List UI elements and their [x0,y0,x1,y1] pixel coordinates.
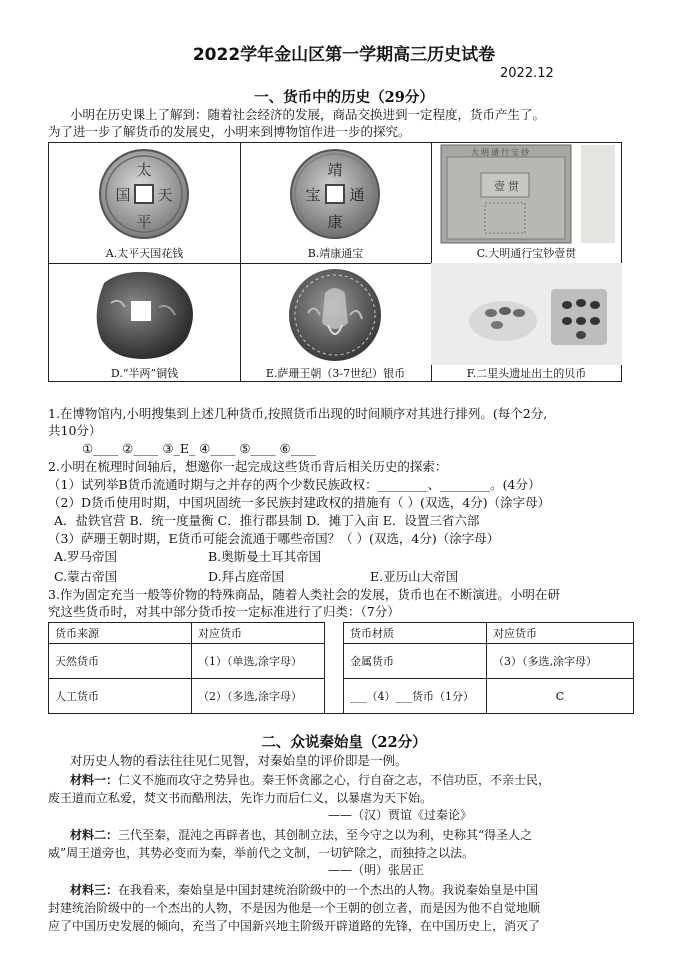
table-cell-artificial: 人工货币 [49,679,192,714]
svg-text:康: 康 [327,213,343,231]
currency-classification-table [48,622,634,714]
material3-line2: 封建统治阶级中的一个杰出的人物，不是因为他是一个王朝的创立者，而是因为他不自觉地顺 [48,901,541,915]
banliang-coin-image [49,263,240,365]
caption-a: A.太平天国花钱 [105,247,184,260]
currency-image-grid [48,142,622,382]
currency-card-e [240,263,431,383]
q2-sub3-option-d[interactable]: D.拜占庭帝国 [208,569,285,584]
q2-sub1[interactable]: （1）试列举B货币流通时期与之并存的两个少数民族政权：________、________。(4分） [48,477,541,492]
svg-text:行: 行 [501,148,509,157]
table-cell-blank-2[interactable]: （2）（多选,涂字母） [192,679,325,714]
exam-date: 2022.12 [500,66,554,81]
svg-text:壹: 壹 [494,180,505,193]
q3-line2: 究这些货币时，对其中部分货币按一定标准进行了归类：（7分） [48,604,400,619]
paper-note-image [431,143,622,245]
svg-text:天: 天 [157,186,173,204]
caption-c: C.大明通行宝钞壹贯 [476,247,577,260]
q1-answer-blanks[interactable]: ①____ ②____ ③_E_ ④____ ⑤____ ⑥____ [82,441,316,456]
svg-text:明: 明 [481,148,489,157]
taiping-coin-image [49,143,240,245]
q2-sub3[interactable]: （3）萨珊王朝时期，E货币可能会流通于哪些帝国？（ ）(双选，4分)（涂字母） [48,531,500,546]
svg-text:靖: 靖 [327,161,343,179]
material2-line1: 材料二：三代至秦，混沌之再辟者也，其创制立法，至今守之以为利，史称其“得圣人之 [70,828,533,842]
section2-intro: 对历史人物的看法往往见仁见智，对秦始皇的评价即是一例。 [70,753,408,768]
svg-text:贯: 贯 [508,180,519,193]
currency-card-f [431,263,622,383]
material2-source: ——（明）张居正 [328,863,425,877]
jingkang-coin-image [240,143,431,245]
currency-card-a [49,143,240,263]
svg-text:太: 太 [136,161,152,179]
material2-line2: 威”周王道旁也，其势必变而为秦，举前代之文制，一切铲除之，而独持之以法。 [48,846,475,860]
table-header-currency-2: 对应货币 [487,623,634,644]
currency-card-d [49,263,240,383]
q1-line2: 共10分） [48,423,102,438]
table-cell-blank-1[interactable]: （1）（单选,涂字母） [192,644,325,679]
table-cell-natural: 天然货币 [49,644,192,679]
table-cell-metal: 金属货币 [344,644,487,679]
table-cell-answer-c: C [487,679,634,714]
caption-d: D.“半两”铜钱 [110,367,179,380]
svg-text:钞: 钞 [521,148,529,157]
material1-line1: 材料一：仁义不施而攻守之势异也。秦王怀贪鄙之心，行自奋之志，不信功臣，不亲士民， [70,773,551,787]
q2-stem: 2.小明在梳理时间轴后，想邀你一起完成这些货币背后相关历史的探索： [48,459,448,474]
q3-line1: 3.作为固定充当一般等价物的特殊商品，随着人类社会的发展，货币也在不断演进。小明在研 [48,587,560,602]
svg-text:平: 平 [136,213,152,231]
table-header-currency-1: 对应货币 [192,623,325,644]
svg-text:宝: 宝 [305,186,321,204]
currency-card-b [240,143,431,263]
sasanian-coin-image [240,263,431,365]
section1-heading: 一、货币中的历史（29分） [254,89,434,106]
exam-title: 2022学年金山区第一学期高三历史试卷 [192,45,496,65]
section1-intro-line1: 小明在历史课上了解到：随着社会经济的发展，商品交换进到一定程度，货币产生了。 [70,107,546,122]
q1-line1: 1.在博物馆内,小明搜集到上述几种货币,按照货币出现的时间顺序对其进行排列。(每个2分, [48,406,548,421]
table-cell-blank-3[interactable]: （3）（多选,涂字母） [487,644,634,679]
svg-text:通: 通 [349,186,365,204]
section2-heading: 二、众说秦始皇（22分） [261,734,427,751]
q2-sub3-option-b[interactable]: B.奥斯曼土耳其帝国 [208,549,322,564]
q2-sub2[interactable]: （2）D货币使用时期，中国巩固统一多民族封建政权的措施有（ ）(双选，4分)（涂字母） [48,495,551,510]
caption-f: F.二里头遗址出土的贝币 [466,367,587,380]
caption-b: B.靖康通宝 [307,247,364,260]
q2-sub3-option-c[interactable]: C.蒙古帝国 [54,569,118,584]
q2-sub3-option-e[interactable]: E.亚历山大帝国 [370,569,459,584]
svg-text:宝: 宝 [511,148,519,157]
table-cell-blank-4[interactable]: ___（4）___货币（1分） [344,679,487,714]
material3-line3: 应了中国历史发展的倾向，充当了中国新兴地主阶级开辟道路的先锋，在中国历史上，消灭了 [48,919,541,933]
table-header-source: 货币来源 [49,623,192,644]
table-header-material: 货币材质 [344,623,487,644]
svg-text:大: 大 [471,148,479,157]
svg-text:通: 通 [491,148,499,157]
currency-card-c [431,143,622,263]
material1-line2: 废王道而立私爱，焚文书而酷刑法，先诈力而后仁义，以暴虐为天下始。 [48,791,433,805]
material1-source: ——（汉）贾谊《过秦论》 [328,808,473,822]
svg-text:国: 国 [115,186,131,204]
q2-sub3-option-a[interactable]: A.罗马帝国 [54,549,118,564]
q2-sub2-options[interactable]: A．盐铁官营 B．统一度量衡 C．推行郡县制 D．摊丁入亩 E．设置三省六部 [54,513,480,528]
material3-line1: 材料三：在我看来，秦始皇是中国封建统治阶级中的一个杰出的人物。我说秦始皇是中国 [70,883,539,897]
section1-intro-line2: 为了进一步了解货币的发展史，小明来到博物馆作进一步的探究。 [48,124,411,139]
shell-money-image [431,263,622,365]
caption-e: E.萨珊王朝（3-7世纪）银币 [265,367,406,380]
